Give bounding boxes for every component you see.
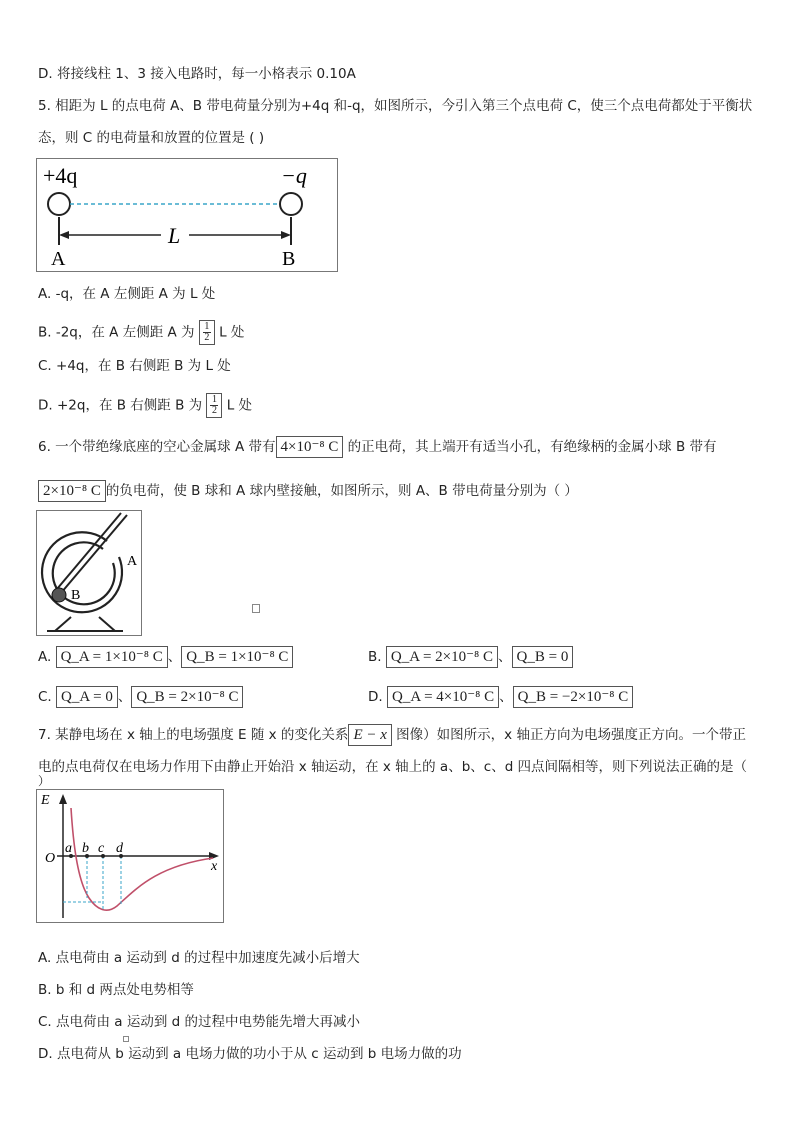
q5-point-a-label: A [51,248,66,270]
q7-stem-line1 [38,724,746,746]
q6-option-d[interactable]: D. Q_A = 4×10⁻⁸ C 、 Q_B = −2×10⁻⁸ C [368,686,633,708]
q5-figure [36,158,338,272]
q6-figure [36,510,142,636]
q7-figure [36,789,224,923]
q-prev-option-d: D. 将接线柱 1、3 接入电路时，每一小格表示 0.10A [38,66,356,82]
q6-option-a[interactable]: A. Q_A = 1×10⁻⁸ C 、 Q_B = 1×10⁻⁸ C [38,646,293,668]
q7-point-d: d [116,841,123,856]
q5-charge-a-circle [48,193,70,215]
q7-stem-line3: ） [38,774,51,788]
q7-option-b[interactable]: B. b 和 d 两点处电势相等 [38,982,194,998]
q6-label-b: B [71,588,81,603]
q6-option-c-qa: Q_A = 0 [56,686,118,708]
q5-option-c[interactable]: C. +4q，在 B 右侧距 B 为 L 处 [38,358,231,374]
q6-stem-line2 [38,480,578,502]
q7-point-b: b [82,841,89,856]
q6-label-a: A [127,554,138,569]
fraction-one-half: $\frac{1}{2}$ [199,320,215,345]
q7-origin-label: O [45,851,56,866]
q5-charge-b-circle [280,193,302,215]
q7-point-a: a [65,841,72,856]
q7-e-curve [71,808,213,910]
q5-option-d-text: D. +2q，在 B 右侧距 B 为 [38,397,203,414]
q5-stem-line2: 态，则 C 的电荷量和放置的位置是 ( ) [38,130,265,146]
q6-option-b-label: B. [368,649,382,665]
q7-stem-text: 7. 某静电场在 x 轴上的电场强度 E 随 x 的变化关系 [38,727,349,743]
q6-option-c-qb: Q_B = 2×10⁻⁸ C [131,686,243,708]
q7-stem-line2: 电的点电荷仅在电场力作用下由静止开始沿 x 轴运动，在 x 轴上的 a、b、c、d 四点间隔相等，则下列说法正确的是（ [38,759,748,775]
q6-option-c-label: C. [38,689,52,705]
arrow-right-icon [281,231,291,239]
q6-option-a-qa: Q_A = 1×10⁻⁸ C [56,646,168,668]
q5-option-a[interactable]: A. -q，在 A 左侧距 A 为 L 处 [38,286,216,302]
q5-point-b-label: B [282,248,296,270]
q6-charge-a-value: 4×10⁻⁸ C [276,436,344,458]
q5-option-b[interactable] [38,320,244,345]
q5-length-label: L [168,223,181,248]
q6-stem-text-cont: 的正电荷，其上端开有适当小孔，有绝缘柄的金属小球 B 带有 [343,439,717,455]
axis-arrow-up-icon [59,794,67,804]
placeholder-square [123,1036,129,1042]
q7-option-d[interactable]: D. 点电荷从 b 运动到 a 电场力做的功小于从 c 运动到 b 电场力做的功 [38,1046,462,1062]
q7-option-c[interactable]: C. 点电荷由 a 运动到 d 的过程中电势能先增大再减小 [38,1014,361,1030]
q6-stem-text: 6. 一个带绝缘底座的空心金属球 A 带有 [38,439,276,455]
q6-charge-b-value: 2×10⁻⁸ C [38,480,106,502]
q5-option-d[interactable] [38,393,252,418]
q7-axis-x-label: x [211,859,218,874]
q7-point-c: c [98,841,105,856]
q6-option-c[interactable]: C. Q_A = 0 、 Q_B = 2×10⁻⁸ C [38,686,243,708]
fraction-one-half: $\frac{1}{2}$ [206,393,222,418]
q7-option-a[interactable]: A. 点电荷由 a 运动到 d 的过程中加速度先减小后增大 [38,950,360,966]
q5-stem-line1: 5. 相距为 L 的点电荷 A、B 带电荷量分别为+4q 和-q，如图所示，今引入第三个点电荷 C，使三个点电荷都处于平衡状 [38,98,753,114]
q6-option-b-qa: Q_A = 2×10⁻⁸ C [386,646,498,668]
q6-ball-b [52,588,66,602]
placeholder-square [252,604,260,613]
q5-option-b-tail: L 处 [219,324,245,341]
q6-option-b[interactable]: B. Q_A = 2×10⁻⁸ C 、 Q_B = 0 [368,646,573,668]
arrow-left-icon [59,231,69,239]
q7-e-x-box: E − x [348,724,391,746]
q5-charge-b-label: −q [281,163,307,188]
q5-option-d-tail: L 处 [226,397,253,414]
q6-option-b-qb: Q_B = 0 [512,646,574,668]
q7-axis-e-label: E [41,793,50,808]
q5-charge-a-label: +4q [43,163,78,188]
q6-option-a-label: A. [38,649,52,665]
q6-option-d-qb: Q_B = −2×10⁻⁸ C [513,686,634,708]
q6-stem-line1 [38,436,717,458]
q6-option-d-label: D. [368,689,383,705]
q5-option-b-text: B. -2q，在 A 左侧距 A 为 [38,324,195,341]
q6-option-a-qb: Q_B = 1×10⁻⁸ C [181,646,293,668]
q7-stem-text-cont: 图像）如图所示，x 轴正方向为电场强度正方向。一个带正 [391,727,746,743]
q6-option-d-qa: Q_A = 4×10⁻⁸ C [387,686,499,708]
q6-stem-text-line2: 的负电荷，使 B 球和 A 球内壁接触，如图所示，则 A、B 带电荷量分别为（ ） [105,483,578,499]
